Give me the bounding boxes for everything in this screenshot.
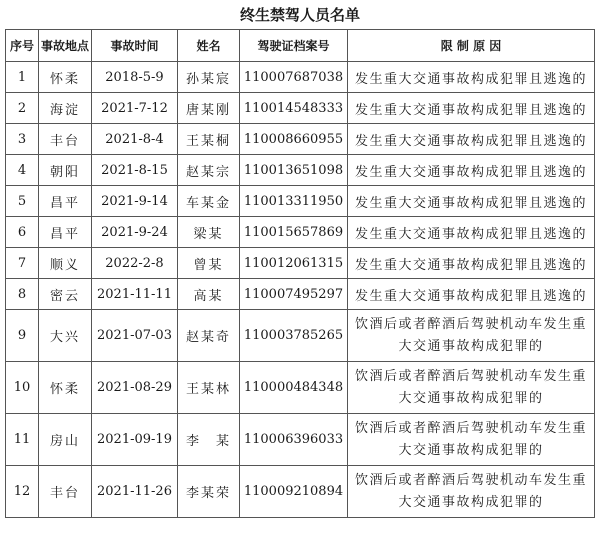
cell-date: 2021-07-03 [92,310,178,362]
cell-license: 110013311950 [240,186,348,217]
cell-reason-line: 大交通事故构成犯罪的 [398,494,544,510]
cell-name: 车某金 [178,186,240,217]
cell-place: 丰台 [39,124,92,155]
cell-reason [348,414,595,466]
cell-name: 梁某 [178,217,240,248]
cell-date: 2021-9-24 [92,217,178,248]
table-header-row [6,30,595,62]
table-row [6,93,595,124]
cell-reason: 发生重大交通事故构成犯罪且逃逸的 [348,186,595,217]
cell-license: 110006396033 [240,414,348,466]
cell-license: 110007495297 [240,279,348,310]
cell-date: 2021-11-26 [92,466,178,518]
cell-place: 顺义 [39,248,92,279]
table-row [6,310,595,362]
table-row [6,155,595,186]
cell-reason: 发生重大交通事故构成犯罪且逃逸的 [348,279,595,310]
cell-license: 110012061315 [240,248,348,279]
cell-no: 2 [6,93,39,124]
cell-no: 10 [6,362,39,414]
cell-place: 丰台 [39,466,92,518]
cell-no: 1 [6,62,39,93]
cell-date: 2021-8-15 [92,155,178,186]
cell-license: 110015657869 [240,217,348,248]
cell-name: 李某荣 [178,466,240,518]
cell-no: 11 [6,414,39,466]
table-row [6,466,595,518]
cell-place: 房山 [39,414,92,466]
cell-date: 2018-5-9 [92,62,178,93]
cell-place: 昌平 [39,186,92,217]
cell-date: 2021-08-29 [92,362,178,414]
cell-reason-line: 饮酒后或者醉酒后驾驶机动车发生重 [354,368,587,384]
table-row [6,362,595,414]
table-row [6,62,595,93]
cell-no: 7 [6,248,39,279]
cell-name: 李 某 [178,414,240,466]
cell-name: 赵某宗 [178,155,240,186]
cell-name: 孙某宸 [178,62,240,93]
table-row [6,279,595,310]
table-row [6,217,595,248]
document-title: 终生禁驾人员名单 [239,6,360,24]
header-place: 事故地点 [39,30,92,62]
cell-place: 昌平 [39,217,92,248]
table-row [6,186,595,217]
cell-reason-line: 大交通事故构成犯罪的 [398,442,544,458]
cell-reason: 发生重大交通事故构成犯罪且逃逸的 [348,248,595,279]
cell-no: 12 [6,466,39,518]
cell-license: 110007687038 [240,62,348,93]
cell-reason-line: 大交通事故构成犯罪的 [398,338,544,354]
cell-date: 2021-11-11 [92,279,178,310]
table-body [6,62,595,518]
header-no: 序号 [6,30,39,62]
cell-name: 高某 [178,279,240,310]
cell-no: 9 [6,310,39,362]
cell-reason-line: 饮酒后或者醉酒后驾驶机动车发生重 [354,316,587,332]
cell-license: 110000484348 [240,362,348,414]
cell-place: 密云 [39,279,92,310]
cell-name: 赵某奇 [178,310,240,362]
cell-license: 110013651098 [240,155,348,186]
table-row [6,414,595,466]
cell-place: 怀柔 [39,62,92,93]
cell-reason: 发生重大交通事故构成犯罪且逃逸的 [348,217,595,248]
cell-license: 110003785265 [240,310,348,362]
cell-no: 4 [6,155,39,186]
cell-reason-line: 饮酒后或者醉酒后驾驶机动车发生重 [354,420,587,436]
cell-no: 5 [6,186,39,217]
cell-date: 2021-8-4 [92,124,178,155]
header-reason: 限 制 原 因 [348,30,595,62]
cell-license: 110014548333 [240,93,348,124]
cell-reason-line: 饮酒后或者醉酒后驾驶机动车发生重 [354,472,587,488]
header-date: 事故时间 [92,30,178,62]
cell-reason: 发生重大交通事故构成犯罪且逃逸的 [348,124,595,155]
cell-name: 王某桐 [178,124,240,155]
cell-date: 2021-9-14 [92,186,178,217]
cell-place: 怀柔 [39,362,92,414]
cell-reason: 发生重大交通事故构成犯罪且逃逸的 [348,93,595,124]
cell-reason [348,466,595,518]
cell-name: 曾某 [178,248,240,279]
header-license: 驾驶证档案号 [240,30,348,62]
cell-name: 唐某刚 [178,93,240,124]
cell-no: 3 [6,124,39,155]
cell-reason: 发生重大交通事故构成犯罪且逃逸的 [348,62,595,93]
cell-reason [348,362,595,414]
header-name: 姓名 [178,30,240,62]
cell-date: 2021-09-19 [92,414,178,466]
banned-drivers-table [5,29,595,518]
cell-date: 2022-2-8 [92,248,178,279]
cell-reason-line: 大交通事故构成犯罪的 [398,390,544,406]
cell-reason: 发生重大交通事故构成犯罪且逃逸的 [348,155,595,186]
cell-reason [348,310,595,362]
cell-license: 110009210894 [240,466,348,518]
cell-place: 大兴 [39,310,92,362]
table-row [6,124,595,155]
cell-place: 朝阳 [39,155,92,186]
cell-name: 王某林 [178,362,240,414]
cell-no: 6 [6,217,39,248]
table-row [6,248,595,279]
cell-place: 海淀 [39,93,92,124]
cell-date: 2021-7-12 [92,93,178,124]
cell-license: 110008660955 [240,124,348,155]
cell-no: 8 [6,279,39,310]
